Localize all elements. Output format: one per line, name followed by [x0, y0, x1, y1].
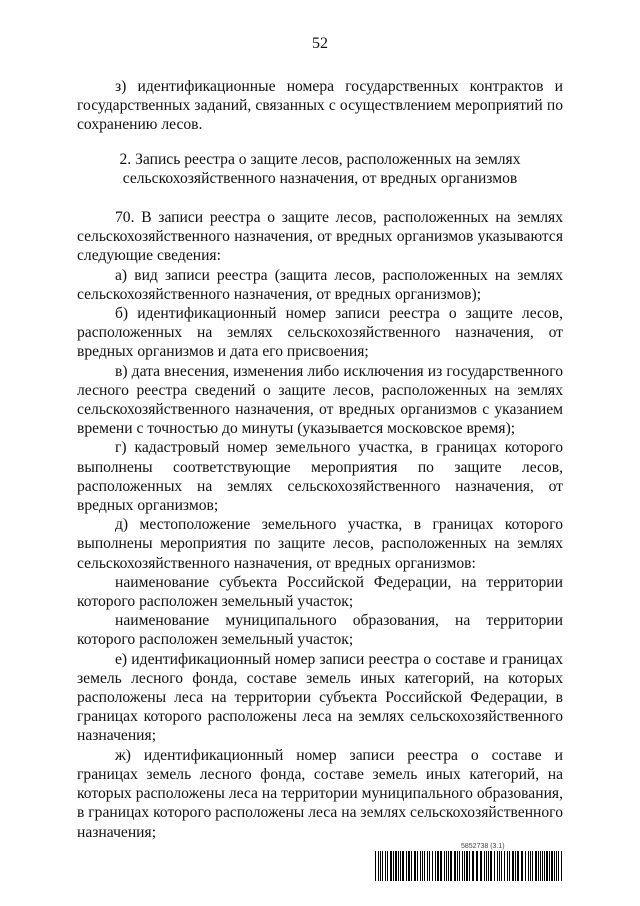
item-e: е) идентификационный номер записи реестра о составе и границах земель лесного фонда, составе земель иных категорий, на которых расположены леса на территории субъекта Российской Федерации, в границах которого расположены леса на землях сельскохозяйственного назначения; [77, 650, 563, 745]
item-a: а) вид записи реестра (защита лесов, расположенных на землях сельскохозяйственного назначения, от вредных организмов); [77, 266, 563, 303]
section-heading-line2: сельскохозяйственного назначения, от вредных организмов [122, 170, 518, 188]
section-heading [77, 150, 563, 188]
section-heading-line1: 2. Запись реестра о защите лесов, расположенных на землях [119, 151, 521, 168]
subitem-subject: наименование субъекта Российской Федерации, на территории которого расположен земельный участок; [77, 573, 563, 611]
item-zh: ж) идентификационный номер записи реестра о составе и границах земель лесного фонда, составе земель иных категорий, на которых расположены леса на территории муниципального образования, в границах которого расположены леса на землях сельскохозяйственного назначения; [77, 746, 563, 841]
intro-paragraph: з) идентификационные номера государственных контрактов и государственных заданий, связанных с осуществлением мероприятий по сохранению лесов. [77, 78, 563, 134]
intro-block [77, 77, 563, 135]
subitem-municipality: наименование муниципального образования, на территории которого расположен земельный участок; [77, 612, 563, 649]
item-b: б) идентификационный номер записи реестра о защите лесов, расположенных на землях сельскохозяйственного назначения, от вредных организмов и дата его присвоения; [77, 305, 563, 361]
barcode-image [375, 851, 565, 881]
paragraph-70: 70. В записи реестра о защите лесов, расположенных на землях сельскохозяйственного назначения, от вредных организмов указываются следующие сведения: [77, 209, 563, 265]
item-d: д) местоположение земельного участка, в границах которого выполнены мероприятия по защите лесов, расположенных на землях сельскохозяйственного назначения, от вредных организмов: [77, 516, 563, 572]
item-v: в) дата внесения, изменения либо исключения из государственного лесного реестра сведений о защите лесов, расположенных на землях сельскохозяйственного назначения, от вредных организмов с указанием времени с точностью до минуты (указывается московское время); [77, 362, 563, 438]
page-number: 52 [312, 35, 328, 52]
body-text [77, 208, 563, 842]
item-g: г) кадастровый номер земельного участка, в границах которого выполнены соответствующие мероприятия по защите лесов, расположенных на землях сельскохозяйственного назначения, от вредных организмов; [77, 439, 563, 515]
document-code: 5852738 (3.1) [461, 843, 505, 850]
